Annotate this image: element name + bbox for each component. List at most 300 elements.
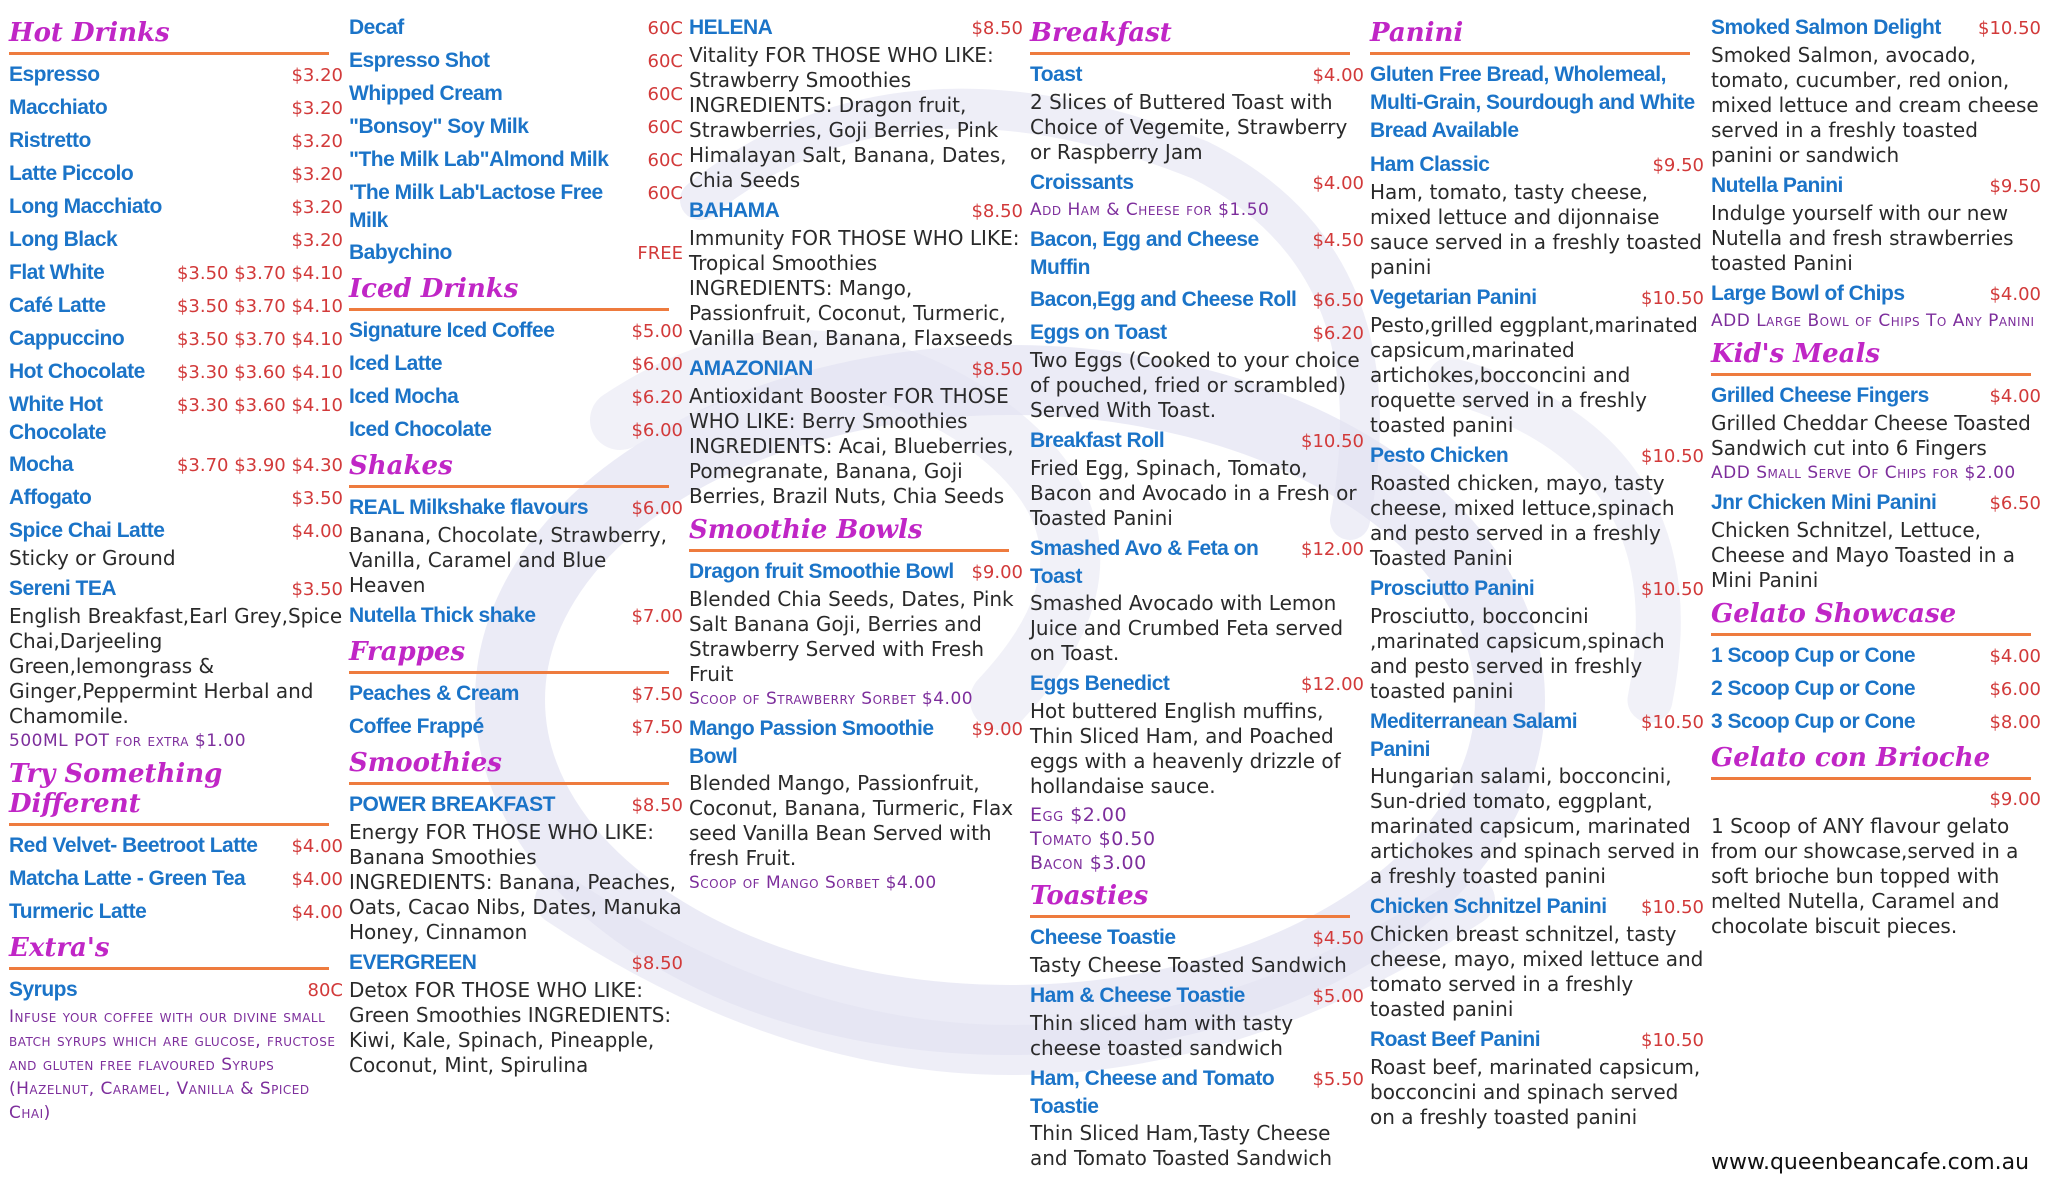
menu-item-name: Eggs on Toast [1030,321,1167,344]
menu-item [1030,319,1364,423]
menu-item-row [1030,982,1364,1011]
menu-item-row [1711,642,2041,671]
menu-item-row [349,146,683,175]
menu-item-price: $9.00 [971,562,1023,583]
menu-item-name: Chicken Schnitzel Panini [1370,895,1607,918]
menu-item-price: FREE [637,243,683,264]
menu-item-description: Vitality FOR THOSE WHO LIKE: Strawberry Smoothies INGREDIENTS: Dragon fruit, Strawberries, Goji Berries, Pink Himalayan Salt, Banana, Dates, Chia Seeds [689,43,1007,192]
menu-item-price: $6.00 [631,498,683,519]
menu-item [9,61,343,90]
menu-item [1711,172,2041,276]
menu-item-row [689,14,1023,43]
menu-item [1370,575,1704,704]
menu-item-description: Roast beef, marinated capsicum, bocconcini and spinach served on a freshly toasted panini [1370,1055,1701,1129]
menu-item [9,976,343,1125]
menu-item-name: Ham, Cheese and Tomato Toastie [1030,1067,1275,1118]
menu-item-price: $8.50 [631,795,683,816]
menu-item-name: Breakfast Roll [1030,429,1165,452]
menu-item-price: $9.00 [971,719,1023,740]
menu-item [1711,280,2041,333]
section-milk-extras [349,14,683,268]
menu-item-row [9,193,343,222]
menu-item [9,94,343,123]
menu-item-name: Mango Passion Smoothie Bowl [689,717,934,768]
menu-item-price: $8.50 [971,18,1023,39]
menu-item-name: Signature Iced Coffee [349,319,555,342]
menu-item-row [1030,670,1364,699]
menu-item-note: Scoop of Mango Sorbet $4.00 [689,873,937,893]
menu-item [9,391,343,447]
menu-item-description: Energy FOR THOSE WHO LIKE: Banana Smoothies INGREDIENTS: Banana, Peaches, Oats, Cacao Nibs, Dates, Manuka Honey, Cinnamon [349,820,682,944]
menu-item-description: Thin Sliced Ham,Tasty Cheese and Tomato Toasted Sandwich [1030,1121,1333,1170]
section-smoothies-more [689,14,1023,509]
section-shakes [349,451,683,631]
menu-item-row [349,713,683,742]
menu-item-note: ADD Small Serve Of Chips for $2.00 [1711,463,2016,483]
menu-item-name: Ristretto [9,129,91,152]
menu-item-description: Thin sliced ham with tasty cheese toasted sandwich [1030,1011,1294,1060]
menu-item [9,127,343,156]
menu-item-row [9,259,343,288]
menu-item-description: Smoked Salmon, avocado, tomato, cucumber, red onion, mixed lettuce and cream cheese served in a freshly toasted panini or sandwich [1711,43,2039,167]
menu-item-price: $10.50 [1641,446,1704,467]
menu-item [349,680,683,709]
breakfast-extra: Egg $2.00 [1030,804,1128,826]
menu-item [349,416,683,445]
menu-item-name: Roast Beef Panini [1370,1028,1541,1051]
menu-item-description: Chicken breast schnitzel, tasty cheese, mayo, mixed lettuce and tomato served in a freshly toasted panini [1370,922,1704,1021]
menu-item [1711,786,2041,939]
menu-item-name: Espresso Shot [349,49,490,72]
menu-item [349,383,683,412]
menu-item [349,239,683,268]
section-kids-meals [1711,339,2041,593]
menu-item [1030,924,1364,978]
menu-item-name: Turmeric Latte [9,900,147,923]
menu-item [349,80,683,109]
menu-item-price: $9.50 [1652,155,1704,176]
menu-item-price: $6.50 [1989,493,2041,514]
menu-item-name: "Bonsoy" Soy Milk [349,115,529,138]
menu-item-name: Iced Mocha [349,385,459,408]
menu-item-price: $3.70 $3.90 $4.30 [176,455,343,476]
menu-item [1370,151,1704,280]
menu-item-price: 60C [647,183,683,204]
menu-item-price: $12.00 [1301,539,1364,560]
menu-item-name: Café Latte [9,294,106,317]
menu-item-price: 60C [647,150,683,171]
menu-item-row [9,94,343,123]
menu-item-description: Hot buttered English muffins, Thin Sliced Ham, and Poached eggs with a heavenly drizzle of hollandaise sauce. [1030,699,1341,798]
section-try-different [9,759,343,927]
menu-item-price: $10.50 [1641,1030,1704,1051]
menu-item-description: Smashed Avocado with Lemon Juice and Crumbed Feta served on Toast. [1030,591,1344,665]
menu-item-name: Smoked Salmon Delight [1711,16,1941,39]
menu-item-row [349,80,683,109]
menu-item-price: $3.50 $3.70 $4.10 [176,263,343,284]
menu-item [349,713,683,742]
menu-item-row [689,558,1023,587]
menu-item-price: $4.50 [1312,928,1364,949]
menu-item [9,193,343,222]
menu-item-description: English Breakfast,Earl Grey,Spice Chai,Darjeeling Green,lemongrass & Ginger,Peppermint Herbal and Chamomile. [9,604,343,728]
menu-item-name: Cappuccino [9,327,125,350]
menu-item-name: 1 Scoop Cup or Cone [1711,644,1916,667]
menu-item [1030,1065,1364,1171]
menu-item-name: Spice Chai Latte [9,519,165,542]
menu-item-row [9,865,343,894]
menu-item-name: Long Macchiato [9,195,162,218]
menu-item-description: Immunity FOR THOSE WHO LIKE: Tropical Smoothies INGREDIENTS: Mango, Passionfruit, Coconut, Turmeric, Vanilla Bean, Banana, Flaxseeds [689,226,1020,350]
menu-item-note: 500ML POT for extra $1.00 [9,731,247,751]
menu-item-row [349,680,683,709]
menu-item-row [349,949,683,978]
menu-item [9,832,343,861]
menu-item [9,451,343,480]
menu-item-name: Affogato [9,486,92,509]
menu-item-name: Iced Latte [349,352,443,375]
menu-item-price: $8.50 [631,953,683,974]
menu-item-price: $5.00 [1312,986,1364,1007]
menu-item [9,259,343,288]
menu-item-row [1030,319,1364,348]
menu-item-price: $4.00 [1312,173,1364,194]
menu-item-name: Ham Classic [1370,153,1490,176]
menu-item-row [1030,1065,1364,1121]
menu-item-row [1030,61,1364,90]
menu-item-price: $3.20 [291,98,343,119]
menu-item-description: Banana, Chocolate, Strawberry, Vanilla, Caramel and Blue Heaven [349,523,667,597]
menu-item [1370,893,1704,1022]
menu-item-row [9,517,343,546]
menu-item-name: Latte Piccolo [9,162,134,185]
menu-item-row [1370,708,1704,764]
menu-item-row [1030,169,1364,198]
menu-item-name: Syrups [9,978,78,1001]
menu-item [9,292,343,321]
menu-item [9,898,343,927]
menu-item-name: Matcha Latte - Green Tea [9,867,246,890]
section-title: Toasties [1030,881,1350,918]
menu-item-price: $9.00 [1989,789,2041,810]
menu-item-row [9,451,343,480]
menu-item [1711,14,2041,168]
menu-item-price: $7.50 [631,717,683,738]
menu-item [9,484,343,513]
menu-item-description: Hungarian salami, bocconcini, Sun-dried tomato, eggplant, marinated capsicum, marinated artichokes and spinach served in a freshly toasted panini [1370,764,1700,888]
menu-item-row [1711,280,2041,309]
menu-item-name: 'The Milk Lab'Lactose Free Milk [349,181,603,232]
menu-item-name: Jnr Chicken Mini Panini [1711,491,1937,514]
menu-item-price: $9.50 [1989,176,2041,197]
menu-item [1711,708,2041,737]
menu-item-description: 2 Slices of Buttered Toast with Choice of Vegemite, Strawberry or Raspberry Jam [1030,90,1348,164]
menu-item-name: Babychino [349,241,452,264]
menu-item-price: $3.20 [291,65,343,86]
menu-item-row [9,484,343,513]
menu-item-price: $3.20 [291,197,343,218]
menu-item [349,791,683,945]
menu-item-row [1711,786,2041,814]
menu-item-row [689,197,1023,226]
menu-item-price: 60C [647,18,683,39]
menu-item-price: $6.50 [1312,290,1364,311]
menu-item-row [1711,14,2041,43]
menu-item-price: $10.50 [1641,712,1704,733]
website-link[interactable]: www.queenbeancafe.com.au [1711,1150,2030,1175]
menu-item-description: Pesto,grilled eggplant,marinated capsicum,marinated artichokes,bocconcini and roquette served in a freshly toasted panini [1370,313,1698,437]
menu-item-row [9,292,343,321]
menu-item-name: Grilled Cheese Fingers [1711,384,1929,407]
menu-item-price: $3.50 [291,488,343,509]
menu-item-note: Scoop of Strawberry Sorbet $4.00 [689,689,974,709]
menu-column-4 [1030,14,1364,1177]
menu-item-row [1370,442,1704,471]
menu-item-price: $4.50 [1312,230,1364,251]
menu-item-name: REAL Milkshake flavours [349,496,589,519]
menu-item-price: $3.30 $3.60 $4.10 [176,362,343,383]
menu-item-row [1030,535,1364,591]
menu-item-name: Large Bowl of Chips [1711,282,1905,305]
menu-item-name: Flat White [9,261,105,284]
menu-item-price: $3.20 [291,164,343,185]
menu-item-description: Sticky or Ground [9,546,176,570]
section-title: Gelato con Brioche [1711,743,2031,780]
menu-item-price: $10.50 [1641,288,1704,309]
menu-item [349,949,683,1078]
menu-item [1030,982,1364,1061]
menu-item-price: $4.00 [1989,386,2041,407]
menu-item-row [1711,489,2041,518]
section-title: Extra's [9,933,329,970]
menu-item [9,160,343,189]
menu-item-note: ADD Large Bowl of Chips To Any Panini [1711,311,2035,331]
menu-item-name: AMAZONIAN [689,357,813,380]
menu-item-name: EVERGREEN [349,951,477,974]
menu-item-name: Croissants [1030,171,1134,194]
menu-item [1030,535,1364,666]
menu-item-name: BAHAMA [689,199,780,222]
menu-item-price: $3.20 [291,230,343,251]
menu-item-description: Grilled Cheddar Cheese Toasted Sandwich cut into 6 Fingers [1711,411,2031,460]
menu-item [689,558,1023,711]
menu-item-price: 60C [647,84,683,105]
section-panini [1370,18,1704,1130]
menu-item [1030,226,1364,282]
menu-item [1030,427,1364,531]
menu-item [689,197,1023,351]
section-smoothies [349,748,683,1078]
menu-item-description: Antioxidant Booster FOR THOSE WHO LIKE: Berry Smoothies INGREDIENTS: Acai, Blueberries, Pomegranate, Banana, Goji Berries, Brazil Nuts, Chia Seeds [689,384,1014,508]
menu-item-description: Blended Mango, Passionfruit, Coconut, Banana, Turmeric, Flax seed Vanilla Bean Served with fresh Fruit. [689,771,1014,870]
menu-item [1711,675,2041,704]
section-gelato-showcase [1711,599,2041,737]
menu-item-price: $3.20 [291,131,343,152]
breakfast-extra: Bacon $3.00 [1030,852,1147,874]
menu-item-name: Espresso [9,63,100,86]
menu-column-2 [349,14,683,1084]
menu-item [349,350,683,379]
menu-item-row [1370,284,1704,313]
menu-item [349,179,683,235]
menu-column-5 [1370,14,1704,1136]
menu-item [349,14,683,43]
section-title: Gelato Showcase [1711,599,2031,636]
menu-item [1370,1026,1704,1130]
menu-item-name: Ham & Cheese Toastie [1030,984,1245,1007]
menu-item-price: $6.00 [1989,679,2041,700]
menu-item-row [349,383,683,412]
menu-item [349,146,683,175]
menu-item [349,494,683,598]
section-title: Try Something Different [9,759,329,826]
menu-item-name: Bacon, Egg and Cheese Muffin [1030,228,1259,279]
menu-item [689,14,1023,193]
menu-item-price: $6.00 [631,354,683,375]
menu-item-price: $3.30 $3.60 $4.10 [176,395,343,416]
menu-item-price: $6.20 [1312,323,1364,344]
menu-item-row [9,61,343,90]
menu-item-row [1030,924,1364,953]
menu-item [1030,169,1364,222]
menu-item-price: $3.50 $3.70 $4.10 [176,329,343,350]
menu-item-name: POWER BREAKFAST [349,793,556,816]
menu-item-row [349,239,683,268]
section-breakfast [1030,18,1364,875]
menu-item-name: Mediterranean Salami Panini [1370,710,1578,761]
menu-item-row [1370,575,1704,604]
menu-item [1030,670,1364,799]
menu-item-price: $10.50 [1641,897,1704,918]
menu-item-description: Tasty Cheese Toasted Sandwich [1030,953,1347,977]
menu-item-row [689,355,1023,384]
menu-item-row [1030,226,1364,282]
menu-item-row [1370,893,1704,922]
menu-item-name: Coffee Frappé [349,715,484,738]
section-title: Shakes [349,451,669,488]
breakfast-extra: Tomato $0.50 [1030,828,1156,850]
menu-item [349,317,683,346]
menu-item-price: $4.00 [291,521,343,542]
menu-item-price: $10.50 [1301,431,1364,452]
menu-item-row [9,832,343,861]
menu-item-name: Red Velvet- Beetroot Latte [9,834,258,857]
menu-item-name: Toast [1030,63,1082,86]
menu-item-row [9,358,343,387]
menu-item-row [9,575,343,604]
menu-item-price: $7.00 [631,606,683,627]
menu-item [689,715,1023,895]
menu-item-price: $12.00 [1301,674,1364,695]
menu-item-name: HELENA [689,16,773,39]
menu-item [1711,489,2041,593]
menu-item [9,517,343,571]
menu-item [1370,708,1704,889]
menu-item [1030,286,1364,315]
menu-item-name: 2 Scoop Cup or Cone [1711,677,1916,700]
menu-item [1711,382,2041,485]
section-iced-drinks [349,274,683,445]
menu-item-name: Nutella Thick shake [349,604,536,627]
section-title: Iced Drinks [349,274,669,311]
section-extras [9,933,343,1125]
menu-item-price: $8.00 [1989,712,2041,733]
section-frappes [349,637,683,742]
menu-item-row [1030,427,1364,456]
panini-intro: Gluten Free Bread, Wholemeal, Multi-Grain, Sourdough and White Bread Available [1370,63,1695,142]
section-hot-drinks [9,18,343,753]
menu-item [9,865,343,894]
menu-item-price: $10.50 [1641,579,1704,600]
menu-item-description: Blended Chia Seeds, Dates, Pink Salt Banana Goji, Berries and Strawberry Served with Fresh Fruit [689,587,1014,686]
menu-item-name: Vegetarian Panini [1370,286,1537,309]
menu-item-name: Macchiato [9,96,108,119]
section-title: Kid's Meals [1711,339,2031,376]
menu-item-price: 60C [647,51,683,72]
menu-item-name: Decaf [349,16,404,39]
menu-item [1370,284,1704,438]
menu-item-description: Ham, tomato, tasty cheese, mixed lettuce and dijonnaise sauce served in a freshly toasted panini [1370,180,1702,279]
menu-item-description: Prosciutto, bocconcini ,marinated capsicum,spinach and pesto served in freshly toasted panini [1370,604,1665,703]
menu-item-name: Peaches & Cream [349,682,519,705]
section-gelato-brioche [1711,743,2041,939]
menu-item-row [1370,1026,1704,1055]
menu-item [1711,642,2041,671]
menu-item-price: $4.00 [291,836,343,857]
menu-item-price: $4.00 [1989,284,2041,305]
menu-item [689,355,1023,509]
menu-item [1030,61,1364,165]
menu-item-row [349,317,683,346]
menu-item-row [1370,151,1704,180]
menu-item-row [349,113,683,142]
menu-item [1370,442,1704,571]
section-title: Breakfast [1030,18,1350,55]
menu-item-price: $8.50 [971,359,1023,380]
menu-item-name: Pesto Chicken [1370,444,1509,467]
menu-item-note: Infuse your coffee with our divine small batch syrups which are glucose, fructose and gluten free flavoured Syrups (Hazelnut, Caramel, Vanilla & Spiced Chai) [9,1007,336,1123]
menu-item-row [9,391,343,447]
menu-item-row [349,416,683,445]
menu-item-row [9,226,343,255]
menu-item-name: Smashed Avo & Feta on Toast [1030,537,1259,588]
menu-item-name: Prosciutto Panini [1370,577,1535,600]
menu-item-name: Cheese Toastie [1030,926,1176,949]
menu-item [349,113,683,142]
menu-item-price: $7.50 [631,684,683,705]
menu-item-name: Mocha [9,453,74,476]
menu-item-row [349,602,683,631]
menu-item-row [9,976,343,1005]
menu-item-name: Eggs Benedict [1030,672,1170,695]
menu-item-row [1711,708,2041,737]
menu-column-1 [9,14,343,1131]
menu-item-price: $10.50 [1978,18,2041,39]
menu-item-row [1030,286,1364,315]
menu-item-price: $6.00 [631,420,683,441]
menu-item-price: $4.00 [291,902,343,923]
menu-item-row [349,179,683,235]
section-title: Smoothie Bowls [689,515,1009,552]
menu-item-row [1711,675,2041,704]
section-smoothie-bowls [689,515,1023,895]
menu-item [9,575,343,753]
menu-item-price: 80C [307,980,343,1001]
menu-item-row [349,791,683,820]
menu-item-description: Detox FOR THOSE WHO LIKE: Green Smoothies INGREDIENTS: Kiwi, Kale, Spinach, Pineapple, Coconut, Mint, Spirulina [349,978,672,1077]
menu-item-description: Indulge yourself with our new Nutella and fresh strawberries toasted Panini [1711,201,2014,275]
menu-item-description: 1 Scoop of ANY flavour gelato from our showcase,served in a soft brioche bun topped with melted Nutella, Caramel and chocolate biscuit pieces. [1711,814,2019,938]
